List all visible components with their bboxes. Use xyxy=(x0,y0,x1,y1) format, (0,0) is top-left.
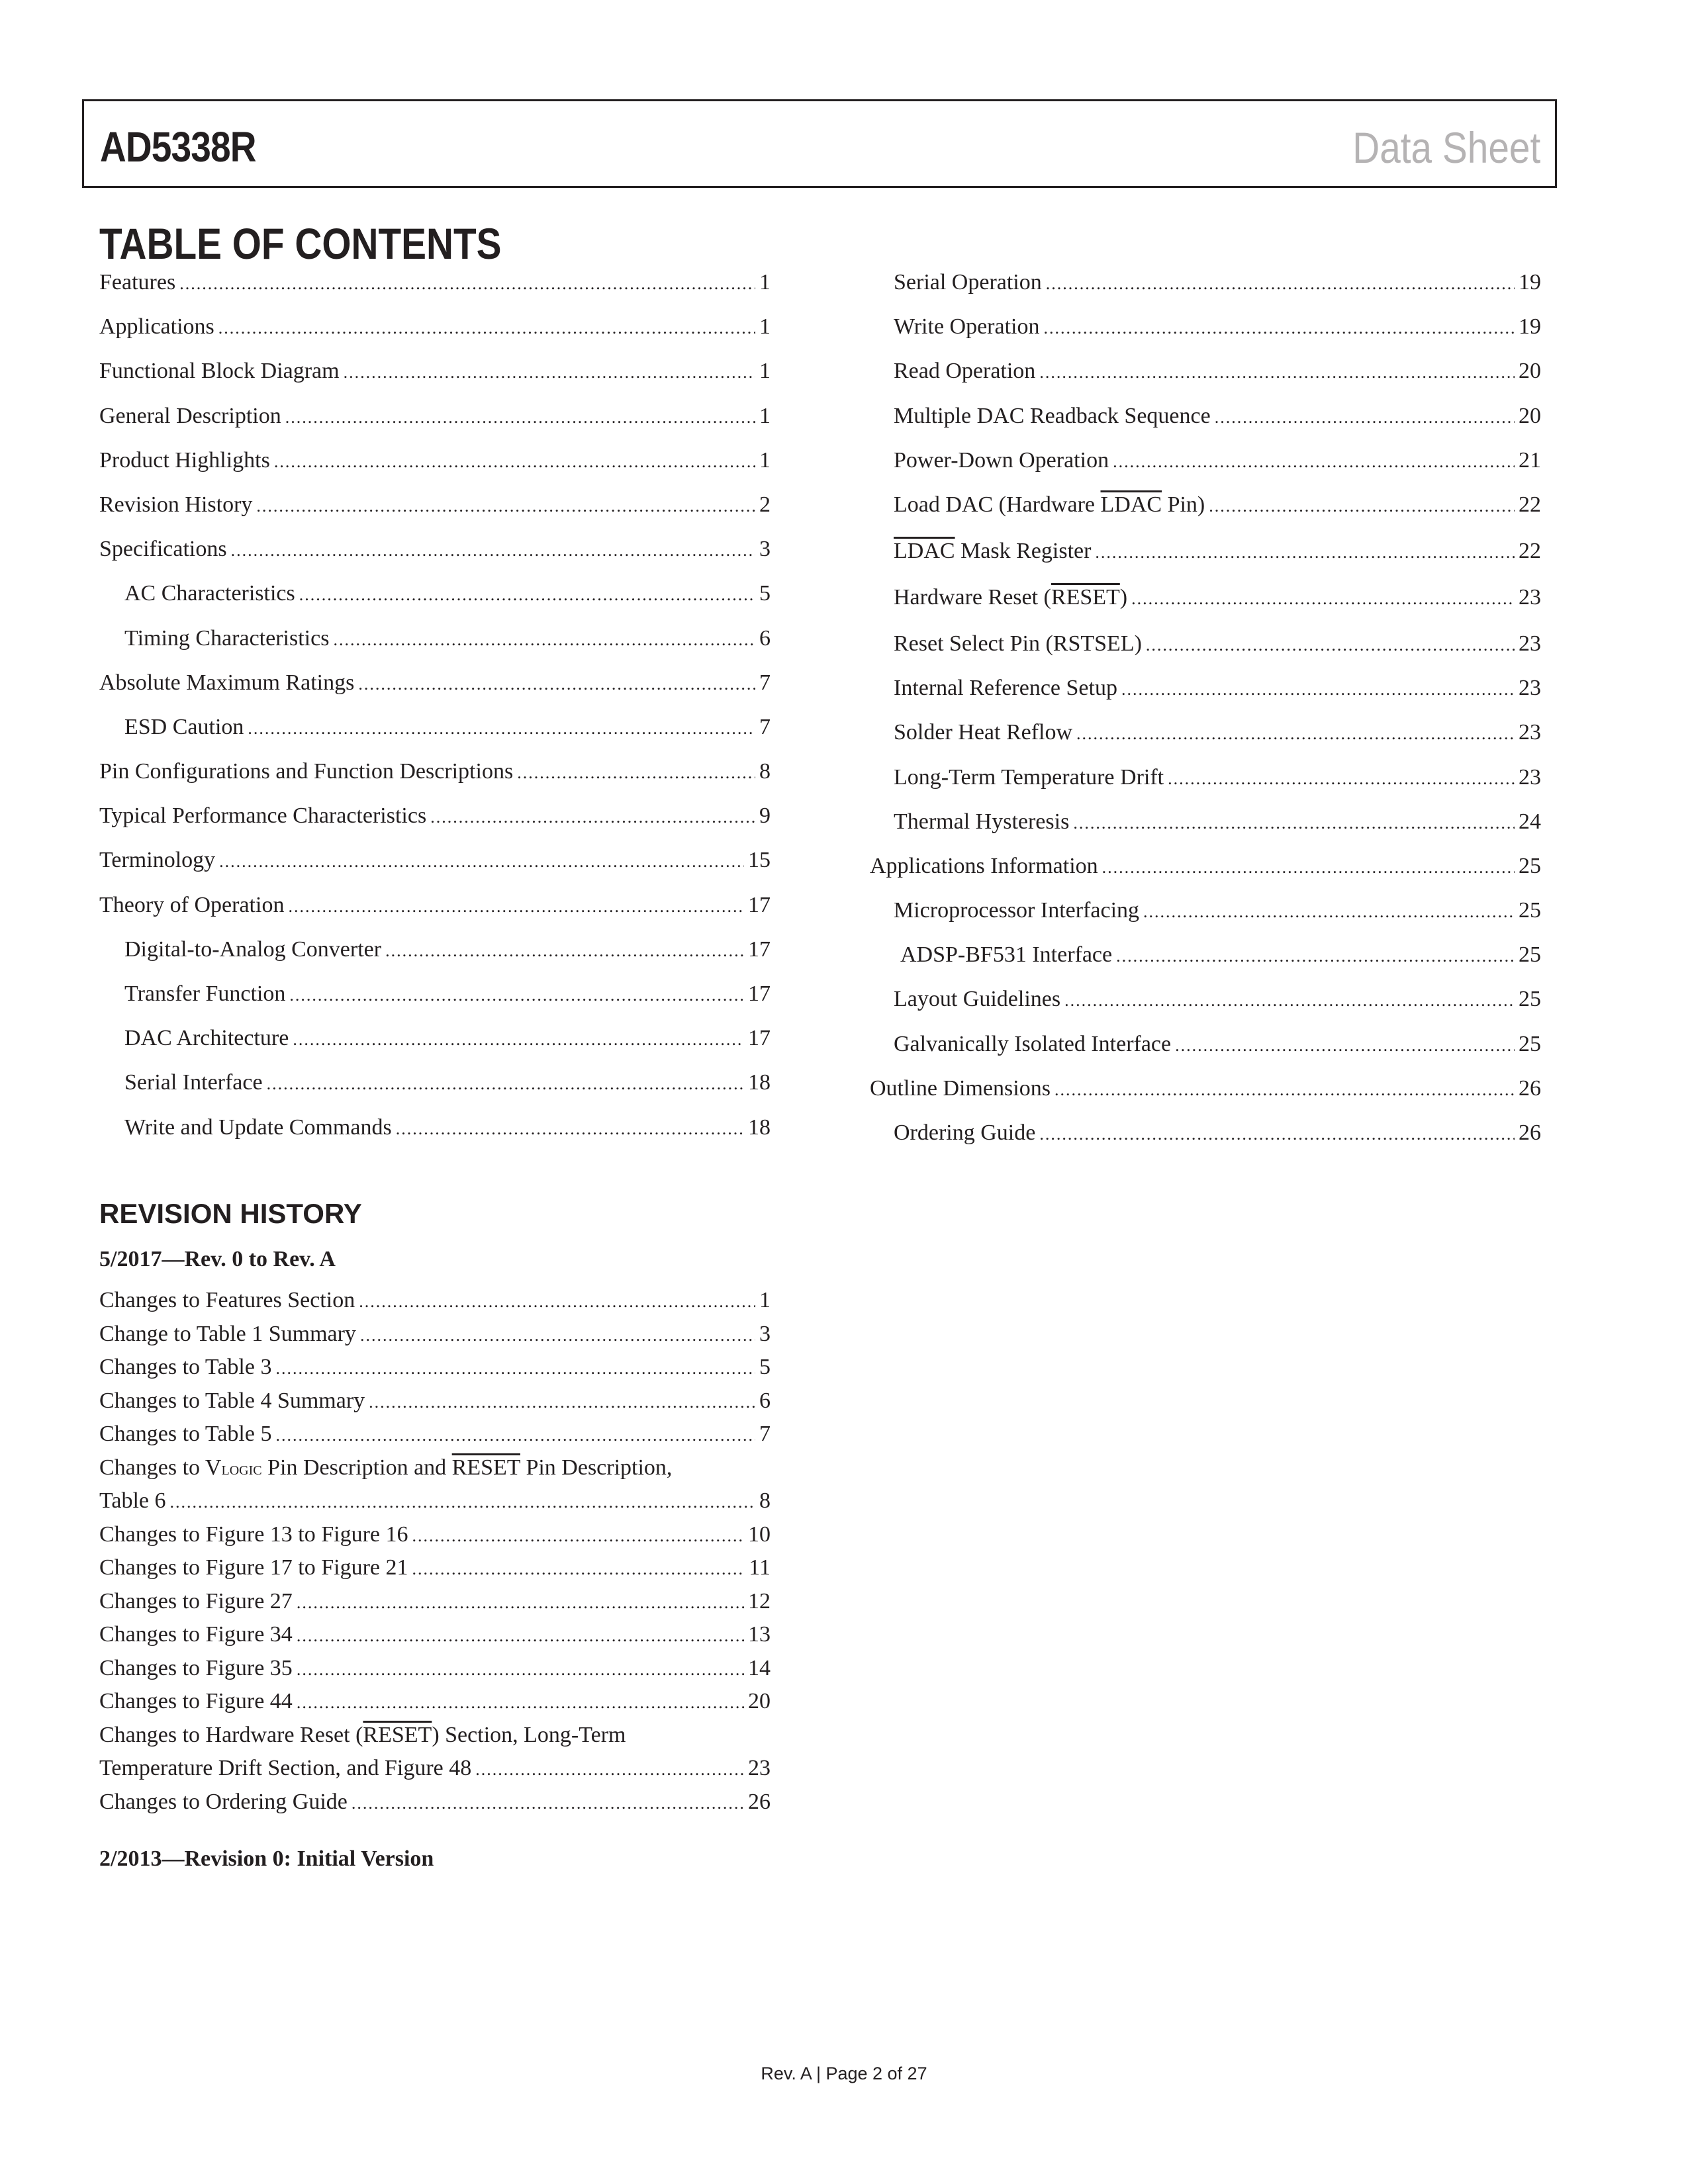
toc-entry[interactable] xyxy=(99,359,771,403)
label-text: Mask Register xyxy=(955,538,1092,563)
dot-leader xyxy=(1046,274,1515,294)
dot-leader xyxy=(179,274,755,294)
dot-leader xyxy=(297,1593,744,1613)
toc-entry-label: Solder Heat Reflow xyxy=(894,720,1073,745)
toc-entry-page: 6 xyxy=(759,1388,771,1413)
toc-entry[interactable] xyxy=(99,893,771,937)
part-number: AD5338R xyxy=(100,123,256,171)
revision-entry xyxy=(99,1322,771,1355)
toc-entry-page: 23 xyxy=(1519,584,1541,610)
toc-left-column xyxy=(99,270,771,1160)
toc-entry-label: Write Operation xyxy=(894,314,1040,340)
toc-entry-page: 3 xyxy=(759,1321,771,1346)
toc-entry[interactable] xyxy=(870,539,1541,585)
label-text: Hardware Reset ( xyxy=(894,584,1051,610)
toc-entry[interactable] xyxy=(870,314,1541,359)
toc-entry-page: 8 xyxy=(759,1488,771,1513)
dot-leader xyxy=(1116,946,1515,966)
toc-entry[interactable] xyxy=(99,937,771,981)
toc-entry[interactable] xyxy=(870,1076,1541,1120)
dot-leader xyxy=(344,363,755,383)
dot-leader xyxy=(297,1626,744,1646)
page-footer: Rev. A | Page 2 of 27 xyxy=(761,2064,927,2083)
revision-entry xyxy=(99,1422,771,1455)
toc-entry-label: Thermal Hysteresis xyxy=(894,809,1070,834)
revision-entry xyxy=(99,1689,771,1723)
toc-entry-label: Read Operation xyxy=(894,359,1036,384)
toc-entry-page: 13 xyxy=(748,1622,771,1647)
revision-entry xyxy=(99,1589,771,1623)
toc-entry[interactable] xyxy=(870,492,1541,539)
toc-entry-label: Pin Configurations and Function Descriptions xyxy=(99,759,514,784)
toc-entry[interactable] xyxy=(870,631,1541,676)
toc-entry-page: 23 xyxy=(1519,764,1541,790)
toc-entry-label: Changes to Ordering Guide xyxy=(99,1789,348,1814)
toc-entry[interactable] xyxy=(870,404,1541,448)
dot-leader xyxy=(1076,724,1515,744)
toc-entry[interactable] xyxy=(99,670,771,715)
active-low-signal: RESET xyxy=(363,1722,432,1747)
dot-leader xyxy=(218,318,755,338)
toc-entry-page: 1 xyxy=(759,359,771,384)
label-text: ) xyxy=(1119,584,1128,610)
toc-entry-page: 24 xyxy=(1519,809,1541,834)
toc-entry-label: Changes to Table 4 Summary xyxy=(99,1388,365,1413)
toc-entry[interactable] xyxy=(99,626,771,670)
toc-entry-label: Write and Update Commands xyxy=(124,1115,392,1140)
page-header xyxy=(82,99,1557,188)
dot-leader xyxy=(1102,858,1515,878)
toc-entry-page: 21 xyxy=(1519,447,1541,473)
dot-leader xyxy=(285,408,755,428)
toc-entry-label: Applications Information xyxy=(870,853,1098,878)
revision-entry xyxy=(99,1522,771,1556)
toc-entry-page: 1 xyxy=(759,1288,771,1312)
toc-entry-page: 22 xyxy=(1519,538,1541,563)
toc-entry-label: Changes to Figure 17 to Figure 21 xyxy=(99,1555,408,1580)
toc-entry-label: Serial Interface xyxy=(124,1070,263,1095)
toc-right-column xyxy=(870,270,1541,1165)
toc-entry[interactable] xyxy=(870,942,1541,987)
toc-entry-label: AC Characteristics xyxy=(124,581,295,606)
toc-entry-label: Features xyxy=(99,270,176,295)
toc-entry-page: 11 xyxy=(749,1555,771,1580)
revision-history-title: REVISION HISTORY xyxy=(99,1198,362,1229)
toc-entry-page: 17 xyxy=(748,1026,771,1051)
toc-entry-page: 20 xyxy=(1519,359,1541,384)
dot-leader xyxy=(1175,1036,1515,1056)
toc-entry[interactable] xyxy=(99,404,771,448)
toc-entry[interactable] xyxy=(99,848,771,892)
dot-leader xyxy=(299,585,755,605)
toc-entry-page: 9 xyxy=(759,803,771,829)
dot-leader xyxy=(297,1693,744,1713)
dot-leader xyxy=(385,941,744,961)
toc-entry[interactable] xyxy=(870,765,1541,809)
toc-entry-page: 10 xyxy=(748,1522,771,1547)
toc-entry-label: Reset Select Pin (RSTSEL) xyxy=(894,631,1142,656)
toc-entry-page: 23 xyxy=(1519,720,1541,745)
dot-leader xyxy=(412,1559,745,1579)
dot-leader xyxy=(517,763,755,783)
toc-entry-page: 1 xyxy=(759,270,771,295)
dot-leader xyxy=(1215,408,1515,428)
toc-entry-page: 25 xyxy=(1519,898,1541,923)
dot-leader xyxy=(430,807,755,827)
toc-entry[interactable] xyxy=(99,803,771,848)
toc-entry-label: Long-Term Temperature Drift xyxy=(894,764,1164,790)
revision-entry-line xyxy=(99,1723,771,1756)
toc-entry-page: 7 xyxy=(759,670,771,695)
toc-entry[interactable] xyxy=(870,898,1541,942)
dot-leader xyxy=(289,985,744,1005)
toc-entry-label: Specifications xyxy=(99,537,227,562)
dot-leader xyxy=(297,1660,744,1680)
dot-leader xyxy=(1113,452,1515,472)
revision-entry xyxy=(99,1388,771,1422)
dot-leader xyxy=(359,1292,755,1312)
toc-entry-page: 19 xyxy=(1519,270,1541,295)
revision-entry xyxy=(99,1555,771,1589)
toc-entry[interactable] xyxy=(99,492,771,537)
toc-entry[interactable] xyxy=(99,1026,771,1070)
dot-leader xyxy=(1121,680,1515,700)
dot-leader xyxy=(1131,589,1515,609)
toc-entry[interactable] xyxy=(870,585,1541,631)
toc-entry-label: Product Highlights xyxy=(99,447,270,473)
toc-entry-page: 22 xyxy=(1519,492,1541,517)
toc-entry-page: 26 xyxy=(1519,1120,1541,1145)
revision-entry xyxy=(99,1622,771,1656)
label-text: Pin) xyxy=(1162,492,1205,517)
toc-entry[interactable] xyxy=(99,1070,771,1115)
toc-entry[interactable] xyxy=(870,359,1541,403)
toc-entry-label: Changes to Figure 34 xyxy=(99,1622,293,1647)
subscript-text: LOGIC xyxy=(221,1463,262,1478)
dot-leader xyxy=(1044,318,1515,338)
toc-entry-label: Multiple DAC Readback Sequence xyxy=(894,403,1211,428)
toc-entry-page: 17 xyxy=(748,892,771,917)
dot-leader xyxy=(1143,902,1515,922)
dot-leader xyxy=(231,541,755,561)
toc-entry-label: Galvanically Isolated Interface xyxy=(894,1031,1172,1056)
dot-leader xyxy=(358,674,755,694)
dot-leader xyxy=(248,719,755,739)
dot-leader xyxy=(1073,813,1515,833)
revision-entry xyxy=(99,1790,771,1823)
toc-entry[interactable] xyxy=(870,270,1541,314)
toc-entry-label: Ordering Guide xyxy=(894,1120,1036,1145)
dot-leader xyxy=(170,1492,755,1512)
toc-entry-label: Theory of Operation xyxy=(99,892,285,917)
toc-entry-page: 14 xyxy=(748,1655,771,1680)
dot-leader xyxy=(256,496,755,516)
toc-entry-page: 25 xyxy=(1519,987,1541,1012)
label-text: ) Section, Long-Term xyxy=(432,1722,626,1747)
dot-leader xyxy=(360,1326,755,1345)
label-text: Changes to Hardware Reset ( xyxy=(99,1722,363,1747)
toc-entry-label: Power-Down Operation xyxy=(894,447,1109,473)
dot-leader xyxy=(267,1074,744,1094)
toc-entry[interactable] xyxy=(99,1115,771,1160)
toc-entry-page: 26 xyxy=(1519,1075,1541,1101)
toc-entry[interactable] xyxy=(99,314,771,359)
toc-entry-label: Table 6 xyxy=(99,1488,166,1513)
toc-entry-page: 20 xyxy=(1519,403,1541,428)
toc-entry-page: 23 xyxy=(1519,676,1541,701)
revision-entry xyxy=(99,1288,771,1322)
toc-entry-label: Change to Table 1 Summary xyxy=(99,1321,356,1346)
toc-entry-label xyxy=(894,585,1127,610)
toc-entry-page: 1 xyxy=(759,314,771,340)
toc-entry-page: 12 xyxy=(748,1588,771,1614)
toc-entry-label: Serial Operation xyxy=(894,270,1042,295)
toc-entry-label: ADSP-BF531 Interface xyxy=(900,942,1113,968)
active-low-signal: RESET xyxy=(451,1455,520,1480)
dot-leader xyxy=(1064,991,1515,1011)
revision-entry-line xyxy=(99,1455,771,1489)
toc-entry-page: 23 xyxy=(1519,631,1541,656)
toc-entry-page: 2 xyxy=(759,492,771,517)
toc-entry-page: 25 xyxy=(1519,1031,1541,1056)
toc-entry-page: 8 xyxy=(759,759,771,784)
toc-entry-label: Microprocessor Interfacing xyxy=(894,898,1140,923)
toc-entry-label: DAC Architecture xyxy=(124,1026,289,1051)
dot-leader xyxy=(1095,543,1515,563)
toc-entry-label: Typical Performance Characteristics xyxy=(99,803,427,829)
toc-entry-label: Changes to Table 5 xyxy=(99,1422,272,1446)
toc-entry-page: 18 xyxy=(748,1070,771,1095)
dot-leader xyxy=(1039,1124,1515,1144)
toc-entry-label: Changes to Figure 35 xyxy=(99,1655,293,1680)
toc-entry-label: Changes to Figure 27 xyxy=(99,1588,293,1614)
toc-entry-page: 20 xyxy=(748,1689,771,1713)
toc-entry-label: Terminology xyxy=(99,848,216,873)
dot-leader xyxy=(275,1426,755,1445)
toc-entry[interactable] xyxy=(870,448,1541,492)
toc-entry-label: Revision History xyxy=(99,492,253,517)
dot-leader xyxy=(1055,1080,1515,1100)
active-low-signal: LDAC xyxy=(894,538,955,563)
dot-leader xyxy=(293,1030,744,1050)
toc-entry-page: 26 xyxy=(748,1789,771,1814)
dot-leader xyxy=(288,897,744,917)
dot-leader xyxy=(396,1119,744,1139)
active-low-signal: LDAC xyxy=(1100,492,1162,517)
toc-entry[interactable] xyxy=(99,448,771,492)
toc-entry-label: General Description xyxy=(99,403,281,428)
dot-leader xyxy=(275,1359,755,1379)
toc-entry-label xyxy=(894,539,1091,564)
revision-entry xyxy=(99,1488,771,1522)
dot-leader xyxy=(1146,635,1515,655)
active-low-signal: RESET xyxy=(1051,584,1120,610)
toc-entry-label: Absolute Maximum Ratings xyxy=(99,670,355,695)
dot-leader xyxy=(333,630,755,650)
toc-entry-page: 6 xyxy=(759,625,771,651)
dot-leader xyxy=(1168,769,1515,789)
toc-entry-page: 1 xyxy=(759,447,771,473)
toc-entry[interactable] xyxy=(870,809,1541,854)
toc-entry[interactable] xyxy=(870,676,1541,720)
toc-entry-label: Internal Reference Setup xyxy=(894,676,1117,701)
toc-entry-label: Functional Block Diagram xyxy=(99,359,340,384)
toc-entry[interactable] xyxy=(99,270,771,314)
toc-entry-page: 7 xyxy=(759,1422,771,1446)
dot-leader xyxy=(475,1760,744,1780)
toc-entry-page: 5 xyxy=(759,581,771,606)
toc-entry-page: 25 xyxy=(1519,942,1541,968)
toc-entry[interactable] xyxy=(99,981,771,1026)
dot-leader xyxy=(1039,363,1515,383)
revision-entry xyxy=(99,1355,771,1388)
dot-leader xyxy=(352,1794,744,1813)
toc-entry-page: 25 xyxy=(1519,853,1541,878)
toc-entry[interactable] xyxy=(870,987,1541,1031)
toc-entry-label: ESD Caution xyxy=(124,714,244,739)
toc-entry[interactable] xyxy=(870,854,1541,898)
toc-entry-page: 23 xyxy=(748,1756,771,1780)
toc-entry-label: Timing Characteristics xyxy=(124,625,330,651)
toc-entry[interactable] xyxy=(870,720,1541,764)
toc-entry[interactable] xyxy=(99,759,771,803)
dot-leader xyxy=(1209,496,1515,516)
rev-a-heading: 5/2017—Rev. 0 to Rev. A xyxy=(99,1247,336,1271)
toc-entry-label: Outline Dimensions xyxy=(870,1075,1051,1101)
toc-entry-label: Digital-to-Analog Converter xyxy=(124,936,382,962)
toc-entry-page: 15 xyxy=(748,848,771,873)
toc-entry-page: 18 xyxy=(748,1115,771,1140)
dot-leader xyxy=(219,852,744,872)
dot-leader xyxy=(274,452,755,472)
revision-entry xyxy=(99,1656,771,1690)
revision-entry xyxy=(99,1756,771,1790)
toc-entry-label: Changes to Table 3 xyxy=(99,1355,272,1379)
toc-entry[interactable] xyxy=(99,537,771,581)
toc-entry-label: Applications xyxy=(99,314,214,340)
toc-entry-page: 17 xyxy=(748,936,771,962)
toc-entry[interactable] xyxy=(99,581,771,625)
toc-entry-page: 5 xyxy=(759,1355,771,1379)
toc-entry-page: 19 xyxy=(1519,314,1541,340)
revision-history-list xyxy=(99,1288,771,1823)
label-text: Pin Description, xyxy=(520,1455,673,1480)
toc-entry-page: 17 xyxy=(748,981,771,1006)
toc-entry[interactable] xyxy=(870,1120,1541,1165)
toc-entry-label: Changes to Figure 13 to Figure 16 xyxy=(99,1522,408,1547)
initial-version-heading: 2/2013—Revision 0: Initial Version xyxy=(99,1846,434,1871)
toc-entry-label: Layout Guidelines xyxy=(894,987,1061,1012)
toc-entry-page: 7 xyxy=(759,714,771,739)
dot-leader xyxy=(412,1526,744,1546)
label-text: Pin Description and xyxy=(261,1455,452,1480)
toc-entry-label: Transfer Function xyxy=(124,981,286,1006)
toc-entry-page: 3 xyxy=(759,537,771,562)
label-text: Load DAC (Hardware xyxy=(894,492,1101,517)
toc-entry-page: 1 xyxy=(759,403,771,428)
toc-entry-label: Changes to Features Section xyxy=(99,1288,355,1312)
toc-entry-label xyxy=(894,492,1205,518)
document-type: Data Sheet xyxy=(1352,123,1540,172)
toc-entry-label: Temperature Drift Section, and Figure 48 xyxy=(99,1756,472,1780)
toc-entry[interactable] xyxy=(99,715,771,759)
dot-leader xyxy=(369,1392,755,1412)
toc-entry[interactable] xyxy=(870,1032,1541,1076)
toc-title: TABLE OF CONTENTS xyxy=(99,219,502,268)
toc-entry-label: Changes to Figure 44 xyxy=(99,1689,293,1713)
label-text: Changes to V xyxy=(99,1455,222,1480)
